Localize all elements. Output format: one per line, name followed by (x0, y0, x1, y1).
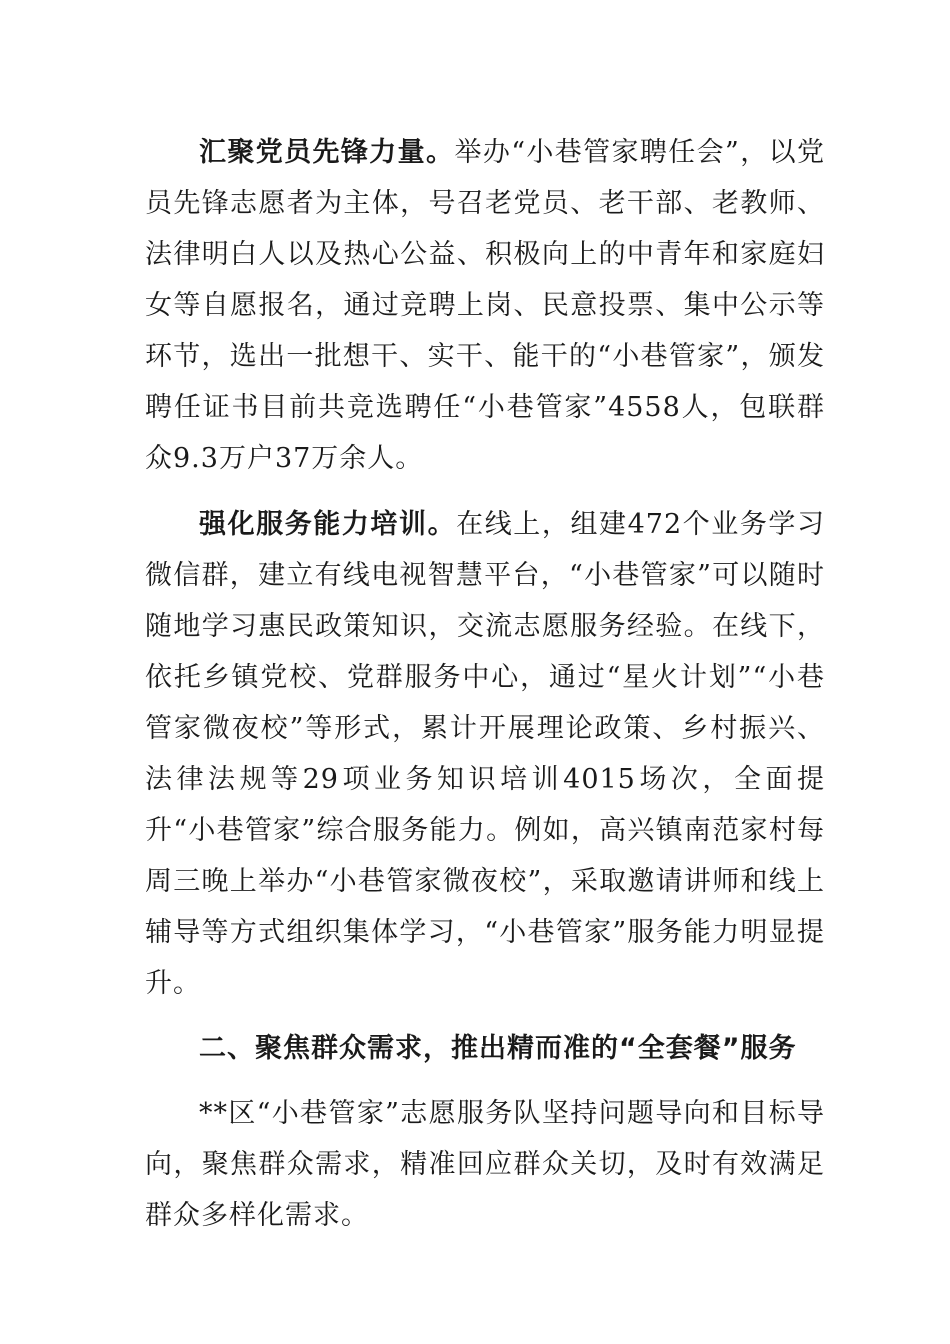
paragraph-lead-title: 强化服务能力培训。 (199, 509, 457, 540)
section-heading: 二、聚焦群众需求，推出精而准的“全套餐”服务 (199, 1033, 797, 1064)
paragraph-service-training (145, 499, 825, 1009)
paragraph-body-text: 在线上，组建472个业务学习微信群，建立有线电视智慧平台，“小巷管家”可以随时随地学习惠民政策知识，交流志愿服务经验。在线下，依托乡镇党校、党群服务中心，通过“星火计划”“小巷管家微夜校”等形式，累计开展理论政策、乡村振兴、法律法规等29项业务知识培训4015场次，全面提升“小巷管家”综合服务能力。例如，高兴镇南范家村每周三晚上举办“小巷管家微夜校”，采取邀请讲师和线上辅导等方式组织集体学习，“小巷管家”服务能力明显提升。 (145, 509, 825, 999)
paragraph-body-text: 举办“小巷管家聘任会”，以党员先锋志愿者为主体，号召老党员、老干部、老教师、法律明白人以及热心公益、积极向上的中青年和家庭妇女等自愿报名，通过竞聘上岗、民意投票、集中公示等环节，选出一批想干、实干、能干的“小巷管家”，颁发聘任证书目前共竞选聘任“小巷管家”4558人，包联群众9.3万户37万余人。 (145, 137, 826, 474)
paragraph-party-vanguard (145, 127, 825, 484)
paragraph-body-text: **区“小巷管家”志愿服务队坚持问题导向和目标导向，聚焦群众需求，精准回应群众关切，及时有效满足群众多样化需求。 (145, 1098, 825, 1231)
paragraph-lead-title: 汇聚党员先锋力量。 (199, 137, 455, 168)
document-body (145, 127, 825, 1256)
paragraph-needs-focus (145, 1088, 825, 1241)
